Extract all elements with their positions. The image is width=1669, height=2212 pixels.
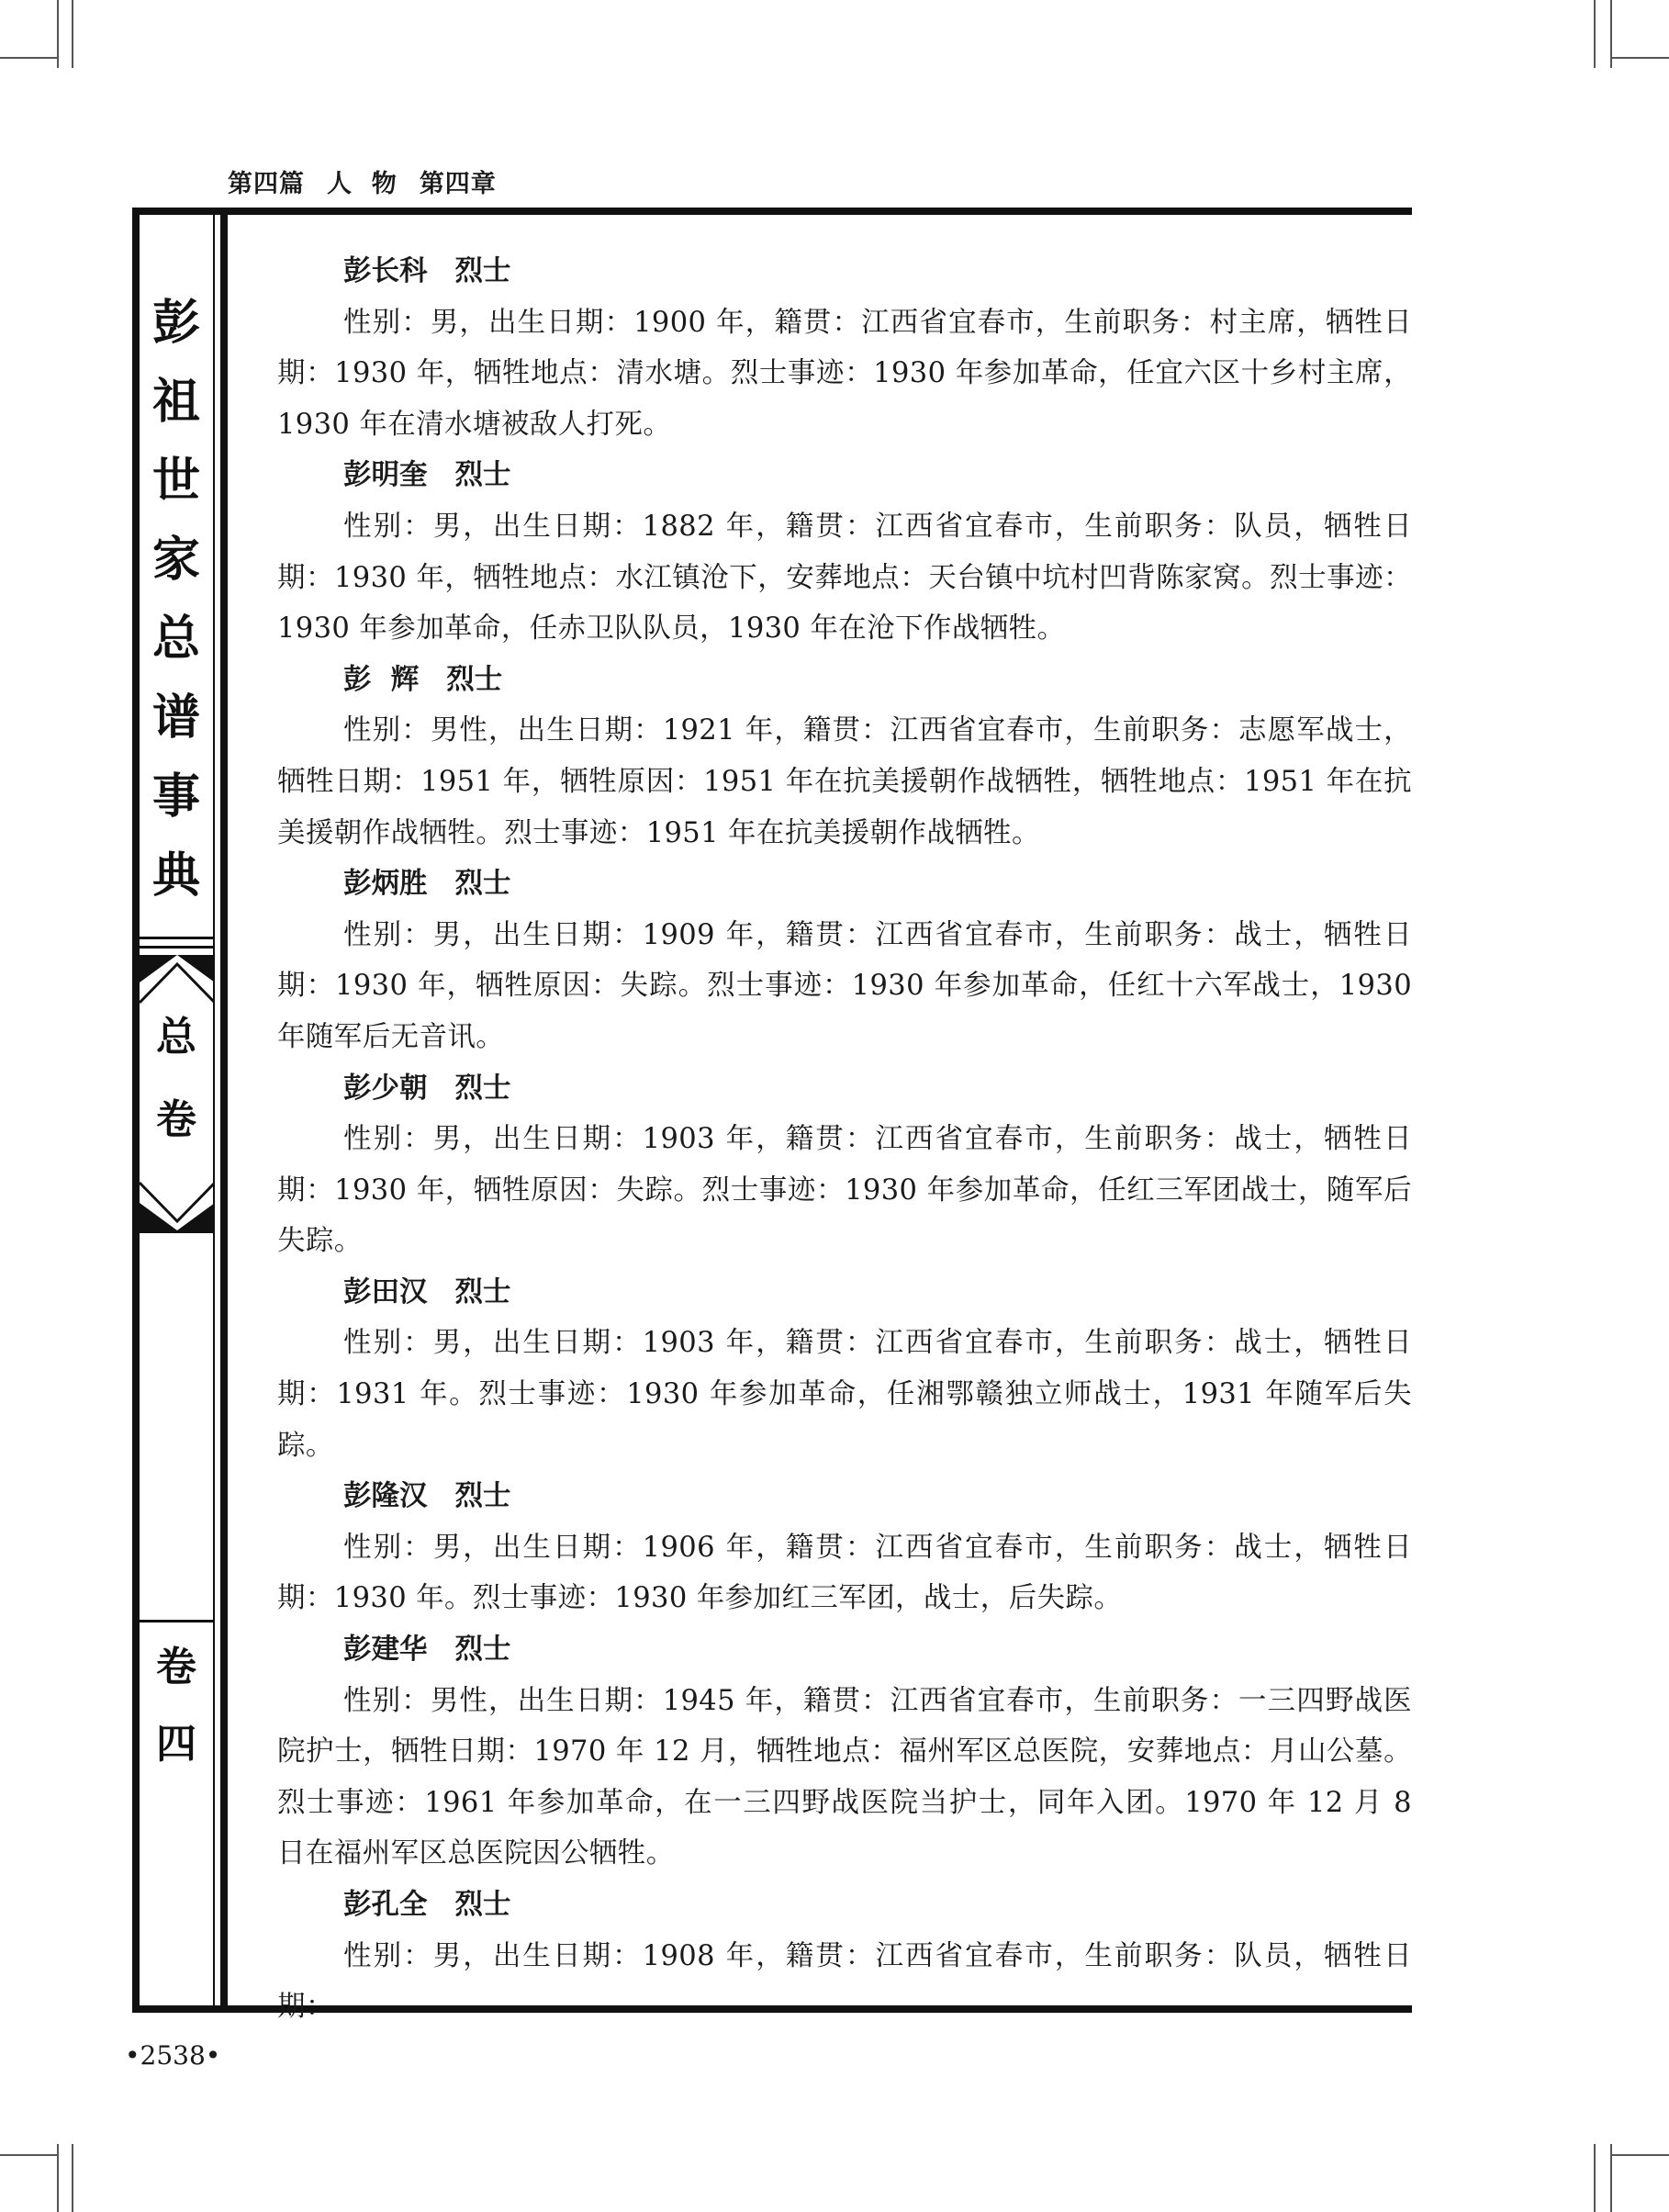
side-title-char: 典 [151, 848, 200, 904]
side-divider [140, 1620, 215, 1623]
entry-body: 性别：男，出生日期：1909 年，籍贯：江西省宜春市，生前职务：战士，牺牲日期：1930 年，牺牲原因：失踪。烈士事迹：1930 年参加革命，任红十六军战士，1930 年随军后无音讯。 [277, 918, 1412, 1053]
side-title-char: 家 [151, 533, 200, 588]
entry-body: 性别：男，出生日期：1908 年，籍贯：江西省宜春市，生前职务：队员，牺牲日期： [277, 1939, 1412, 2024]
entry [277, 1267, 1412, 1471]
juan-char: 卷 [156, 1644, 196, 1690]
entry-title: 烈士 [454, 458, 511, 492]
entry-name: 彭长科 [343, 254, 428, 287]
entry-title: 烈士 [454, 867, 511, 901]
side-book-title [140, 296, 213, 904]
crop-mark [72, 0, 73, 68]
entry [277, 655, 1412, 859]
entry-heading [277, 1471, 1412, 1522]
entry-title: 烈士 [446, 662, 503, 696]
side-divider [140, 946, 215, 949]
side-border-inner [220, 208, 228, 2013]
entry-name: 彭炳胜 [343, 867, 428, 901]
entry-heading [277, 1063, 1412, 1115]
entry [277, 1624, 1412, 1880]
volume-char: 卷 [156, 1096, 196, 1143]
header-chapter: 第四章 [419, 170, 497, 198]
entry [277, 1063, 1412, 1267]
entry-heading [277, 1624, 1412, 1676]
entry-title: 烈士 [454, 254, 511, 287]
entry [277, 1471, 1412, 1624]
top-rule [132, 208, 1412, 215]
entry-heading [277, 1880, 1412, 1931]
entry-body: 性别：男，出生日期：1906 年，籍贯：江西省宜春市，生前职务：战士，牺牲日期：1930 年。烈士事迹：1930 年参加红三军团，战士，后失踪。 [277, 1531, 1412, 1615]
side-border-left [132, 208, 140, 2013]
header-section: 人 物 [327, 170, 398, 198]
side-divider [140, 937, 215, 939]
entry-title: 烈士 [454, 1479, 511, 1513]
side-title-char: 总 [151, 612, 200, 667]
entry-body: 性别：男，出生日期：1903 年，籍贯：江西省宜春市，生前职务：战士，牺牲日期：1930 年，牺牲原因：失踪。烈士事迹：1930 年参加革命，任红三军团战士，随军后失踪。 [277, 1123, 1412, 1258]
side-title-char: 事 [151, 769, 200, 825]
side-title-char: 彭 [151, 296, 200, 351]
crop-mark [1610, 2154, 1669, 2156]
juan-char: 四 [156, 1721, 196, 1768]
crop-mark [1594, 2144, 1596, 2212]
main-content [277, 246, 1412, 2033]
entry [277, 1880, 1412, 2033]
running-header [228, 163, 497, 199]
entry-name: 彭隆汉 [343, 1479, 428, 1513]
entry-name: 彭建华 [343, 1633, 428, 1667]
side-divider [140, 1230, 215, 1233]
entry-heading [277, 1267, 1412, 1319]
entry [277, 859, 1412, 1062]
entry-body: 性别：男，出生日期：1882 年，籍贯：江西省宜春市，生前职务：队员，牺牲日期：1930 年，牺牲地点：水江镇沧下，安葬地点：天台镇中坑村凹背陈家窝。烈士事迹：1930 年参加革命，任赤卫队队员，1930 年在沧下作战牺牲。 [277, 510, 1412, 646]
entry-title: 烈士 [454, 1071, 511, 1105]
entry-title: 烈士 [454, 1274, 511, 1308]
crop-mark [0, 2154, 59, 2156]
entry [277, 450, 1412, 654]
entry-title: 烈士 [454, 1633, 511, 1667]
crop-mark [1610, 57, 1669, 59]
entry-heading [277, 450, 1412, 501]
entry-heading [277, 859, 1412, 910]
crop-mark [72, 2144, 73, 2212]
side-title-char: 世 [151, 454, 200, 509]
entry-heading [277, 246, 1412, 298]
page-number: •2538• [125, 2040, 221, 2071]
entry-body: 性别：男性，出生日期：1945 年，籍贯：江西省宜春市，生前职务：一三四野战医院护士，牺牲日期：1970 年 12 月，牺牲地点：福州军区总医院，安葬地点：月山公墓。烈士事迹：1961 年参加革命，在一三四野战医院当护士，同年入团。1970 年 12 月 8 日在福州军区总医院因公牺牲。 [277, 1684, 1412, 1870]
juan-label [140, 1644, 213, 1768]
side-title-char: 谱 [151, 691, 200, 746]
header-part: 第四篇 [228, 170, 305, 198]
entry-name: 彭少朝 [343, 1071, 428, 1105]
entry-name: 彭明奎 [343, 458, 428, 492]
entry-name: 彭孔全 [343, 1888, 428, 1921]
entry-body: 性别：男性，出生日期：1921 年，籍贯：江西省宜春市，生前职务：志愿军战士，牺牲日期：1951 年，牺牲原因：1951 年在抗美援朝作战牺牲，牺牲地点：1951 年在抗美援朝作战牺牲。烈士事迹：1951 年在抗美援朝作战牺牲。 [277, 714, 1412, 849]
entry-title: 烈士 [454, 1888, 511, 1921]
entry [277, 246, 1412, 450]
volume-label [140, 1014, 213, 1143]
crop-mark [0, 57, 59, 59]
entry-body: 性别：男，出生日期：1903 年，籍贯：江西省宜春市，生前职务：战士，牺牲日期：1931 年。烈士事迹：1930 年参加革命，任湘鄂赣独立师战士，1931 年随军后失踪。 [277, 1327, 1412, 1462]
entry-heading [277, 655, 1412, 706]
volume-char: 总 [156, 1014, 196, 1061]
entry-name: 彭田汉 [343, 1274, 428, 1308]
crop-mark [1594, 0, 1596, 68]
entry-body: 性别：男，出生日期：1900 年，籍贯：江西省宜春市，生前职务：村主席，牺牲日期：1930 年，牺牲地点：清水塘。烈士事迹：1930 年参加革命，任宜六区十乡村主席，1930 年在清水塘被敌人打死。 [277, 306, 1412, 441]
side-title-char: 祖 [151, 375, 200, 430]
entry-name: 彭 辉 [343, 662, 420, 696]
